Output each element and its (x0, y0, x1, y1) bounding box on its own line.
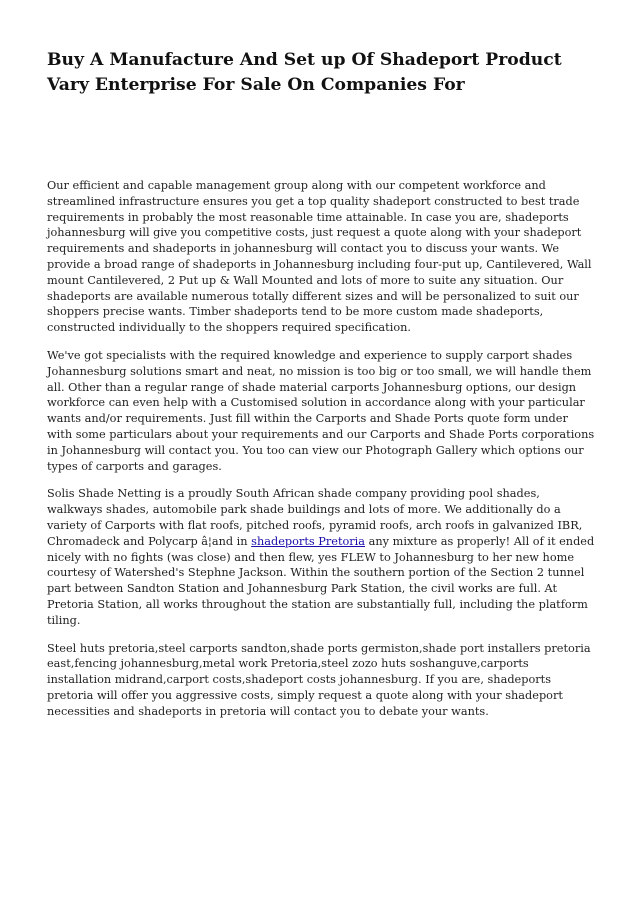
paragraph-1: Our efficient and capable management group along with our competent workforce and streamlined infrastructure ensures you get a top quality shadeport constructed to best trade requirements in probably the most reasonable time attainable. In case you are, shadeports johannesburg will give you competitive costs, just request a quote along with your shadeport requirements and shadeports in johannesburg will contact you to discuss your wants. We provide a broad range of shadeports in Johannesburg including four-put up, Cantilevered, Wall mount Cantilevered, 2 Put up & Wall Mounted and lots of more to suite any situation. Our shadeports are available numerous totally different sizes and will be personalized to suit our shoppers precise wants. Timber shadeports tend to be more custom made shadeports, constructed individually to the shoppers required specification. (47, 179, 592, 335)
paragraph-4: Steel huts pretoria,steel carports sandton,shade ports germiston,shade port installers pretoria east,fencing johannesburg,metal work Pretoria,steel zozo huts soshanguve,carports installation midrand,carport costs,shadeport costs johannesburg. If you are, shadeports pretoria will offer you aggressive costs, simply request a quote along with your shadeport necessities and shadeports in pretoria will contact you to debate your wants. (47, 641, 591, 718)
paragraph-3-text-before: Solis Shade Netting is a proudly South African shade company providing pool shades, walkways shades, automobile park shade buildings and lots of more. We additionally do a variety of Carports with flat roofs, pitched roofs, pyramid roofs, arch roofs in galvanized IBR, Chromadeck and Polycarp â¦and in (47, 487, 583, 548)
paragraph-2: We've got specialists with the required knowledge and experience to supply carport shades Johannesburg solutions smart and neat, no mission is too big or too small, we will handle them all. Other than a regular range of shade material carports Johannesburg options, our design workforce can even help with a Customised solution in accordance along with your particular wants and/or requirements. Just fill within the Carports and Shade Ports quote form under with some particulars about your requirements and our Carports and Shade Ports corporations in Johannesburg will contact you. You too can view our Photograph Gallery which options our types of carports and garages. (47, 348, 595, 473)
document-page (47, 48, 595, 732)
paragraph-3-text-after: any mixture as properly! All of it ended nicely with no fights (was close) and then flew, yes FLEW to Johannesburg to her new home courtesy of Watershed's Stephne Jackson. Within the southern portion of the Section 2 tunnel part between Sandton Station and Johannesburg Park Station, the civil works are full. At Pretoria Station, all works throughout the station are substantially full, including the platform tiling. (47, 534, 595, 627)
page-title: Buy A Manufacture And Set up Of Shadeport Product Vary Enterprise For Sale On Companies For (47, 50, 562, 95)
paragraph-3 (47, 486, 595, 628)
shadeports-pretoria-link[interactable]: shadeports Pretoria (251, 534, 366, 548)
